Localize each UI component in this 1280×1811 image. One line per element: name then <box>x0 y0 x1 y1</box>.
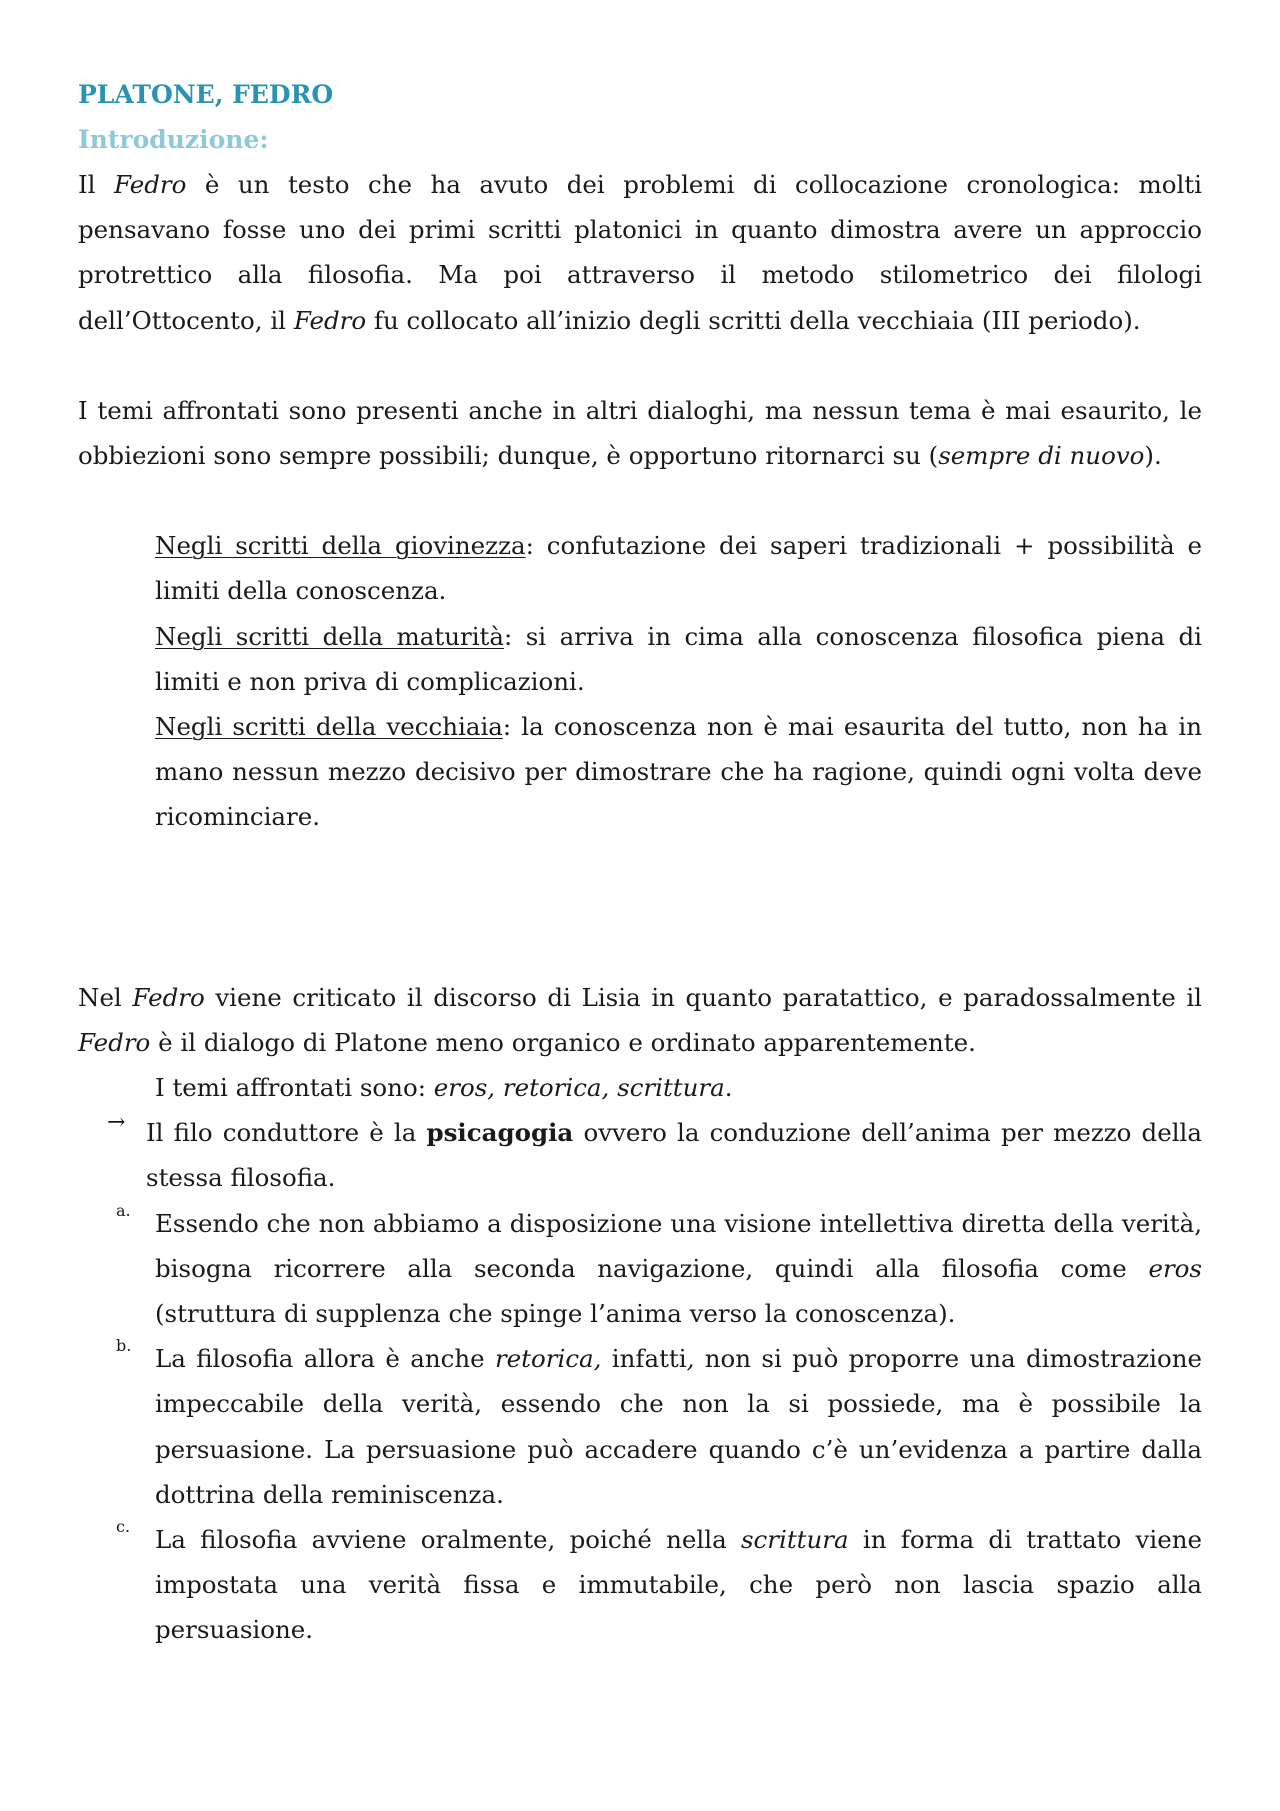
arrow-right-icon: → <box>107 1110 126 1136</box>
list-item: c. La filosofia avviene oralmente, poiché nella scrittura in forma di trattato viene impostata una verità fissa e immutabile, che però non lascia spazio alla persuasione. <box>116 1517 1202 1645</box>
document-page <box>78 72 1202 1653</box>
document-title: PLATONE, FEDRO <box>78 80 334 109</box>
section-heading: Introduzione: <box>78 125 269 154</box>
period-maturity: Negli scritti della maturità: si arriva in cima alla conoscenza filosofica piena di limiti e non priva di complicazioni. <box>155 621 1202 696</box>
period-old-age: Negli scritti della vecchiaia: la conoscenza non è mai esaurita del tutto, non ha in mano nessun mezzo decisivo per dimostrare che ha ragione, quindi ogni volta deve ricominciare. <box>155 712 1203 832</box>
fedro-critique-paragraph: Nel Fedro viene criticato il discorso di Lisia in quanto paratattico, e paradossalmente il Fedro è il dialogo di Platone meno organico e ordinato apparentemente. <box>78 982 1202 1057</box>
period-label: Negli scritti della giovinezza <box>155 531 526 561</box>
list-marker: a. <box>116 1200 131 1220</box>
psicagogia-item: → Il filo conduttore è la psicagogia ovvero la conduzione dell’anima per mezzo della stessa filosofia. <box>107 1110 1202 1193</box>
themes-paragraph: I temi affrontati sono presenti anche in altri dialoghi, ma nessun tema è mai esaurito, le obbiezioni sono sempre possibili; dunque, è opportuno ritornarci su (sempre di nuovo). <box>78 395 1202 471</box>
intro-paragraph: Il Fedro è un testo che ha avuto dei problemi di collocazione cronologica: molti pensavano fosse uno dei primi scritti platonici in quanto dimostra avere un approccio protrettico alla filosofia. Ma poi attraverso il metodo stilometrico dei filologi dell’Ottocento, il Fedro fu collocato all’inizio degli scritti della vecchiaia (III periodo). <box>78 170 1202 335</box>
topics-line: I temi affrontati sono: eros, retorica, scrittura. <box>155 1073 733 1103</box>
list-marker: c. <box>116 1517 131 1537</box>
spacer <box>78 343 1202 388</box>
period-label: Negli scritti della vecchiaia <box>155 712 503 742</box>
periods-block <box>78 523 1202 839</box>
spacer <box>78 478 1202 523</box>
list-marker: b. <box>116 1336 132 1356</box>
period-label: Negli scritti della maturità <box>155 621 504 651</box>
list-item: b. La filosofia allora è anche retorica, infatti, non si può proporre una dimostrazione impeccabile della verità, essendo che non la si possiede, ma è possibile la persuasione. La persuasione può accadere quando c’è un’evidenza a partire dalla dottrina della reminiscenza. <box>116 1336 1202 1509</box>
spacer <box>78 840 1202 975</box>
list-item: a. Essendo che non abbiamo a disposizione una visione intellettiva diretta della verità, bisogna ricorrere alla seconda navigazione, quindi alla filosofia come eros (struttura di supplenza che spinge l’anima verso la conoscenza). <box>116 1200 1202 1329</box>
period-youth: Negli scritti della giovinezza: confutazione dei saperi tradizionali + possibilità e limiti della conoscenza. <box>155 531 1202 606</box>
